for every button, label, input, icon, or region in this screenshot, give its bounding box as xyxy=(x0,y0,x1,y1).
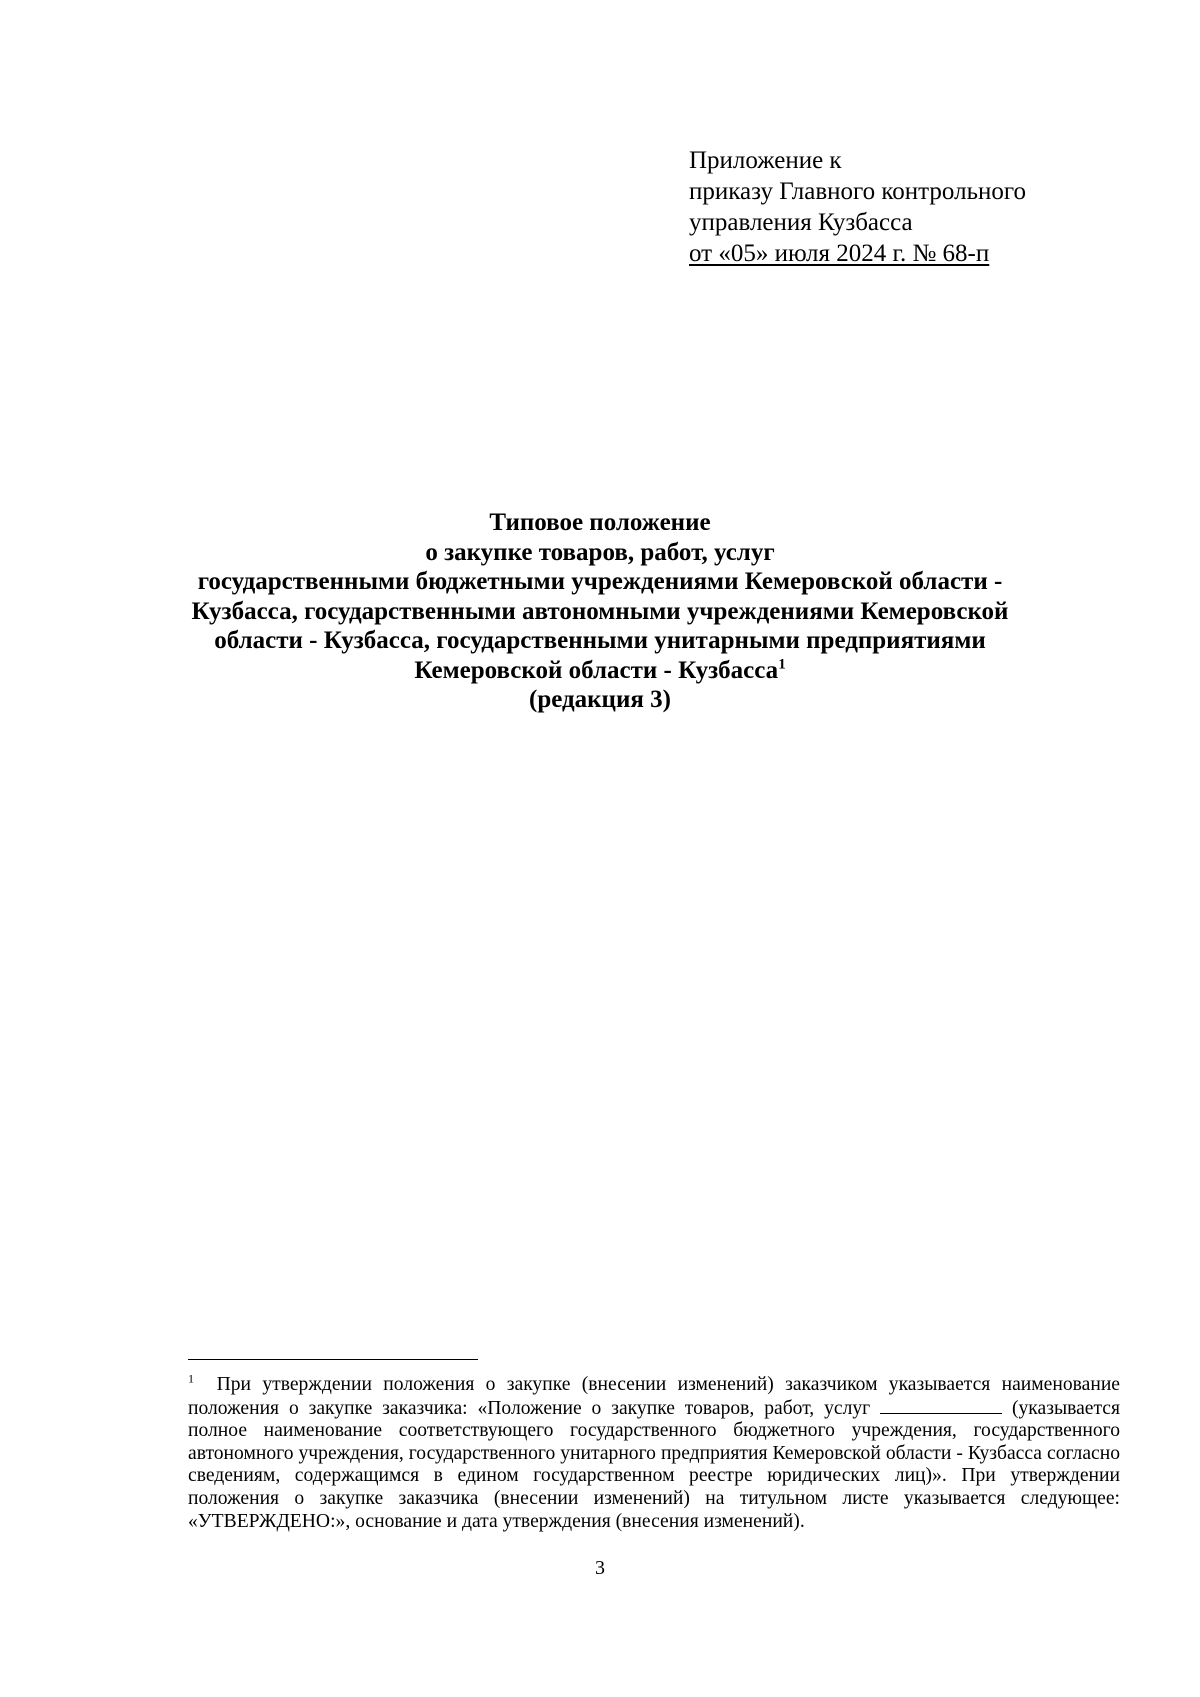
title-line: государственными бюджетными учреждениями Кемеровской области - xyxy=(197,568,1003,595)
page-number: 3 xyxy=(595,1557,605,1579)
appendix-order-date: от «05» июля 2024 г. № 68-п xyxy=(689,240,990,267)
appendix-header xyxy=(689,145,1026,269)
document-title xyxy=(180,508,1020,715)
title-line: области - Кузбасса, государственными унитарными предприятиями xyxy=(214,627,986,654)
appendix-line: Приложение к xyxy=(689,147,842,174)
footnote-text-part2: (указывается полное наименование соответствующего государственного бюджетного учреждения, государственного автономного учреждения, государственного унитарного предприятия Кемеровской области - Кузбасса согласно сведениям, содержащимся в едином государственном реестре юридических лиц)». При утверждении положения о закупке заказчика (внесении изменений) на титульном листе указывается следующее: «УТВЕРЖДЕНО:», основание и дата утверждения (внесения изменений). xyxy=(188,1397,1121,1532)
blank-fill-line xyxy=(880,1397,1002,1414)
footnote-reference[interactable]: 1 xyxy=(778,656,786,673)
appendix-line: приказу Главного контрольного xyxy=(689,178,1026,205)
title-line: Кузбасса, государственными автономными учреждениями Кемеровской xyxy=(191,597,1009,625)
footnote xyxy=(188,1371,1121,1533)
footnote-marker: 1 xyxy=(188,1371,194,1386)
title-line: Типовое положение xyxy=(489,509,711,536)
edition-label: (редакция 3) xyxy=(529,686,671,713)
title-line: о закупке товаров, работ, услуг xyxy=(425,538,775,566)
title-line-text: Кемеровской области - Кузбасса xyxy=(414,656,779,684)
footnote-separator xyxy=(188,1359,478,1360)
title-line xyxy=(180,656,1020,686)
appendix-line: управления Кузбасса xyxy=(689,209,913,236)
footnote-text-part1: При утверждении положения о закупке (внесении изменений) заказчиком указывается наименование положения о закупке заказчика: «Положение о закупке товаров, работ, услуг xyxy=(188,1374,1120,1419)
